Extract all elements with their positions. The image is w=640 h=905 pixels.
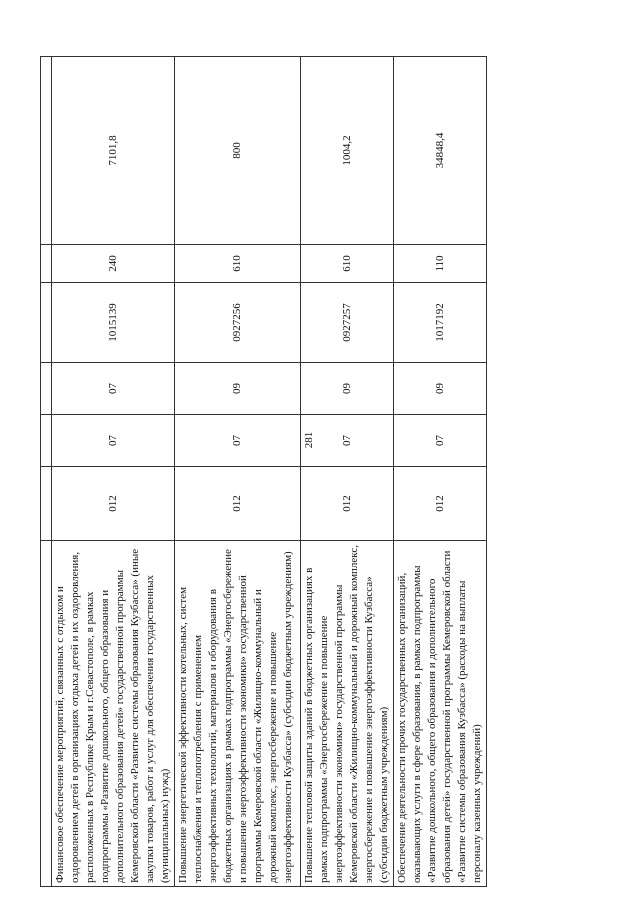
amount-value: 1004,2 xyxy=(301,57,394,245)
spacer-cell xyxy=(41,283,52,363)
target-article-code: 0927256 xyxy=(175,283,301,363)
ministry-code: 012 xyxy=(394,467,487,541)
expense-type-code: 240 xyxy=(52,245,175,283)
spacer-cell xyxy=(41,415,52,467)
page-number: 281 xyxy=(303,431,315,449)
spacer-cell xyxy=(41,57,52,245)
target-article-code: 1015139 xyxy=(52,283,175,363)
spacer-cell xyxy=(41,541,52,887)
expense-type-code: 110 xyxy=(394,245,487,283)
subsection-code: 09 xyxy=(175,363,301,415)
row-description: Повышение энергетической эффективности котельных, систем теплоснабжения и теплопотребления с применением энергоэффективных технологий, материалов и оборудования в бюджетных организациях в рамках подпрограммы «Энергосбережение и повышение энергоэффективности экономики» государственной программы Кемеровской области «Жилищно-коммунальный и дорожный комплекс, энергосбережение и повышение энергоэффективности Кузбасса» (субсидии бюджетным учреждениям) xyxy=(175,541,301,887)
expense-type-code: 610 xyxy=(301,245,394,283)
table-top-spacer-row xyxy=(41,57,52,887)
section-code: 07 xyxy=(175,415,301,467)
amount-value: 800 xyxy=(175,57,301,245)
row-description: Обеспечение деятельности прочих государственных организаций, оказывающих услуги в сфере образования, в рамках подпрограммы «Развитие дошкольного, общего образования и дополнительного образования детей» государственной программы Кемеровской области «Развитие системы образования Кузбасса» (расходы на выплаты персоналу казенных учреждений) xyxy=(394,541,487,887)
amount-value: 34848,4 xyxy=(394,57,487,245)
budget-table xyxy=(40,56,487,887)
spacer-cell xyxy=(41,467,52,541)
ministry-code: 012 xyxy=(175,467,301,541)
table-row xyxy=(301,57,394,887)
table-row xyxy=(175,57,301,887)
table-row xyxy=(52,57,175,887)
section-code: 07 xyxy=(394,415,487,467)
subsection-code: 07 xyxy=(52,363,175,415)
section-code: 07 xyxy=(52,415,175,467)
ministry-code: 012 xyxy=(52,467,175,541)
row-description: Повышение тепловой защиты зданий в бюджетных организациях в рамках подпрограммы «Энергосбережение и повышение энергоэффективности экономики» государственной программы Кемеровской области «Жилищно-коммунальный и дорожный комплекс, энергосбережение и повышение энергоэффективности Кузбасса» (субсидии бюджетным учреждениям) xyxy=(301,541,394,887)
target-article-code: 0927257 xyxy=(301,283,394,363)
spacer-cell xyxy=(41,363,52,415)
subsection-code: 09 xyxy=(301,363,394,415)
spacer-cell xyxy=(41,245,52,283)
subsection-code: 09 xyxy=(394,363,487,415)
target-article-code: 1017192 xyxy=(394,283,487,363)
ministry-code: 012 xyxy=(301,467,394,541)
row-description: Финансовое обеспечение мероприятий, связанных с отдыхом и оздоровлением детей в организациях отдыха детей и их оздоровления, расположенных в Республике Крым и г.Севастополе, в рамках подпрограммы «Развитие дошкольного, общего образования и дополнительного образования детей» государственной программы Кемеровской области «Развитие системы образования Кузбасса» (иные закупки товаров, работ и услуг для обеспечения государственных (муниципальных) нужд) xyxy=(52,541,175,887)
section-code: 07 xyxy=(301,415,394,467)
budget-table-rotated xyxy=(40,57,600,887)
table-row xyxy=(394,57,487,887)
amount-value: 7101,8 xyxy=(52,57,175,245)
expense-type-code: 610 xyxy=(175,245,301,283)
